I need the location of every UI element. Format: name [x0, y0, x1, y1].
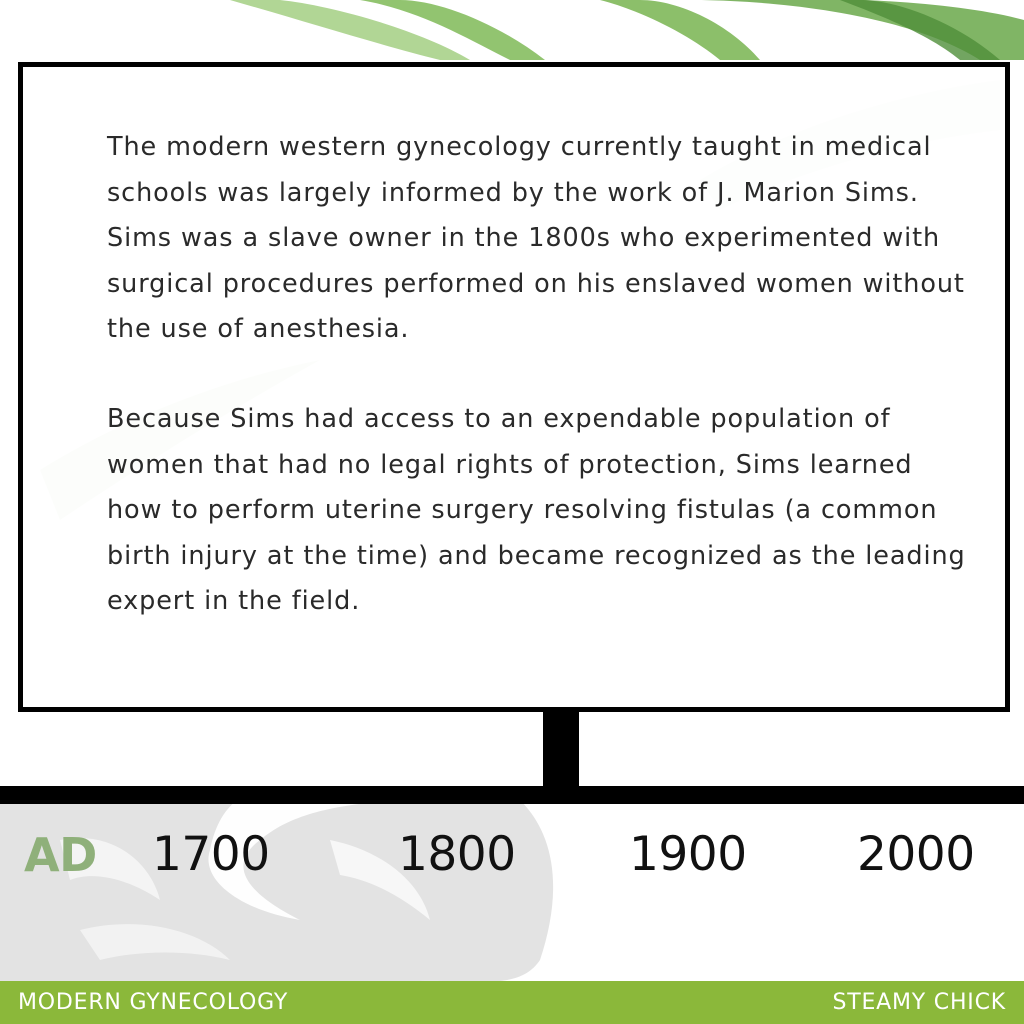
text-card [18, 62, 1010, 712]
paragraph-2: Because Sims had access to an expendable population of women that had no legal rights of protection, Sims learned how to perform uterine surgery resolving fistulas (a common birth injury at the time) and became recognized as the leading expert in the field. [107, 404, 966, 616]
paragraph-1: The modern western gynecology currently taught in medical schools was largely informed by the work of J. Marion Sims. Sims was a slave owner in the 1800s who experimented with surgical procedures performed on his enslaved women without the use of anesthesia. [107, 132, 965, 344]
timeline-tick-2000: 2000 [857, 827, 975, 882]
timeline-tick-1800: 1800 [398, 827, 516, 882]
footer-title: MODERN GYNECOLOGY [18, 990, 289, 1015]
timeline-tick-1900: 1900 [629, 827, 747, 882]
footer-bar [0, 981, 1024, 1024]
timeline-connector [543, 707, 579, 789]
footer-brand: STEAMY CHICK [832, 990, 1006, 1015]
timeline-axis [0, 786, 1024, 804]
timeline-era-label: AD [24, 828, 97, 882]
timeline-tick-1700: 1700 [152, 827, 270, 882]
